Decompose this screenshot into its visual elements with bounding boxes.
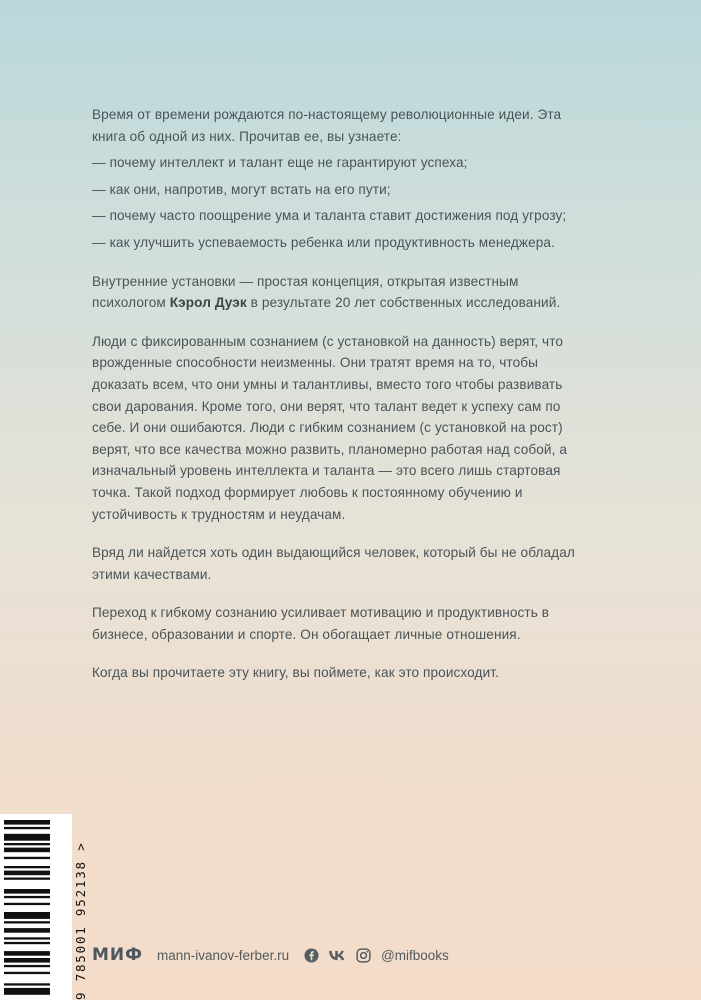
bullet-item: — как улучшить успеваемость ребенка или продуктивность менеджера.: [92, 234, 555, 250]
intro-paragraph: Время от времени рождаются по-настоящему революционные идеи. Эта книга об одной из них. Прочитав ее, вы узнаете:: [92, 107, 562, 144]
bullet-item: — почему интеллект и талант еще не гарантируют успеха;: [92, 155, 468, 171]
concept-paragraph: [92, 271, 582, 314]
body-paragraph: Вряд ли найдется хоть один выдающийся человек, который бы не обладал этими качествами.: [92, 545, 575, 582]
author-name: Кэрол Дуэк: [169, 295, 247, 311]
social-handle[interactable]: @mifbooks: [381, 947, 449, 963]
body-paragraph: Люди с фиксированным сознанием (с установкой на данность) верят, что врожденные способности неизменны. Они тратят время на то, чтобы доказать всем, что они умны и талантливы, вместо того чтобы развивать свои дарования. Кроме того, они верят, что талант ведет к успеху сам по себе. И они ошибаются. Люди с гибким сознанием (с установкой на рост) верят, что все качества можно развить, планомерно работая над собой, а изначальный уровень интеллекта и таланта — это всего лишь стартовая точка. Такой подход формирует любовь к постоянному обучению и устойчивость к трудностям и неудачам.: [92, 333, 568, 522]
publisher-website-link[interactable]: mann-ivanov-ferber.ru: [157, 947, 290, 963]
publisher-logo: МИФ: [92, 945, 144, 965]
bullet-item: — почему часто поощрение ума и таланта ставит достижения под угрозу;: [92, 208, 567, 224]
vk-icon[interactable]: [329, 947, 345, 963]
instagram-icon[interactable]: [355, 947, 371, 963]
isbn-barcode: [0, 814, 88, 1000]
concept-text-before: Внутренние установки — простая концепция, открытая известным психологом: [92, 273, 519, 311]
barcode-digits: 9 785001 952138 >: [73, 841, 88, 1000]
body-paragraph: Переход к гибкому сознанию усиливает мотивацию и продуктивность в бизнесе, образовании и спорте. Он обогащает личные отношения.: [92, 605, 550, 642]
body-paragraph: Когда вы прочитаете эту книгу, вы поймете, как это происходит.: [92, 665, 499, 681]
barcode-bars: [0, 814, 54, 1000]
publisher-footer: [92, 944, 449, 966]
bullet-item: — как они, напротив, могут встать на его пути;: [92, 181, 391, 197]
annotation-text: [92, 104, 582, 701]
concept-text-after: в результате 20 лет собственных исследований.: [246, 295, 561, 311]
facebook-icon[interactable]: [303, 947, 319, 963]
